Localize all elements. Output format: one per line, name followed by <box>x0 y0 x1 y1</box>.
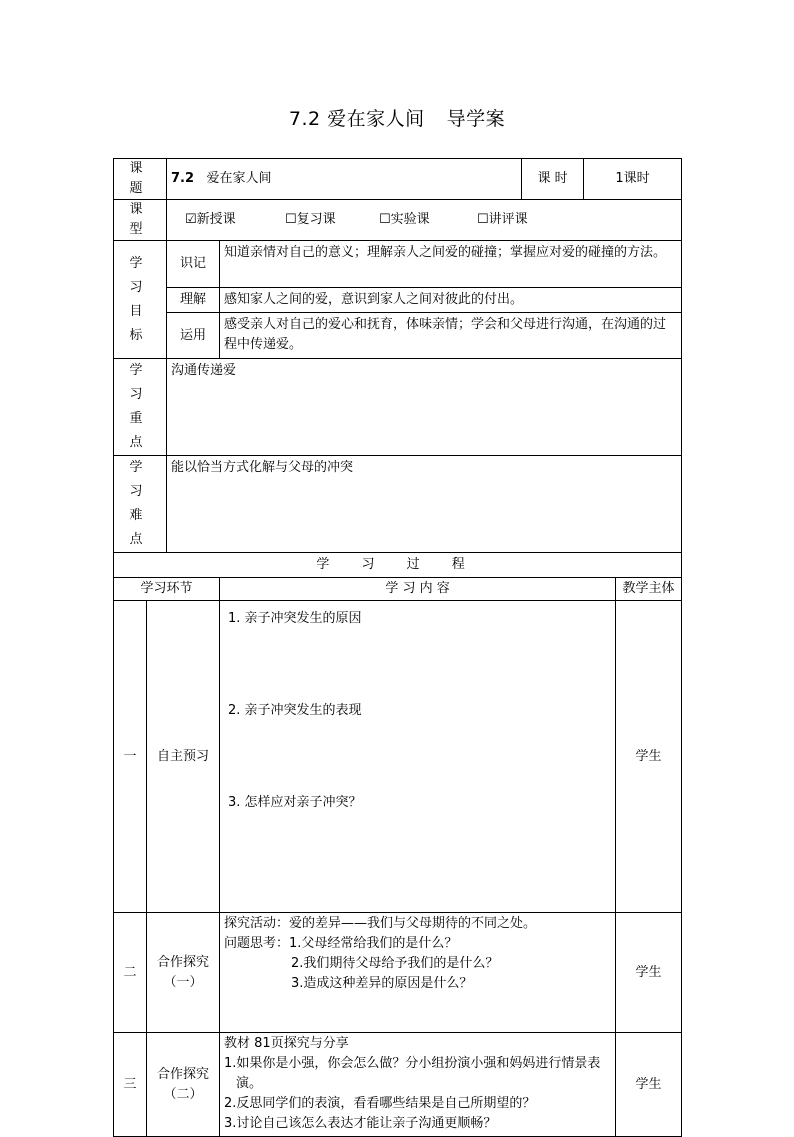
type-option-lab: ☐实验课 <box>379 212 430 227</box>
row-3-line-2: 1.如果你是小强，你会怎么做？分小组扮演小强和妈妈进行情景表演。 <box>224 1056 601 1091</box>
topic-label: 课 题 <box>114 159 167 200</box>
goal-text-3: 感受亲人对自己的爱心和抚育，体味亲情；学会和父母进行沟通，在沟通的过程中传递爱。 <box>220 313 682 359</box>
goal-row-3 <box>114 313 682 359</box>
page-title <box>0 104 794 131</box>
type-row <box>114 200 682 241</box>
row-1-num: 一 <box>114 601 147 913</box>
row-2-line-4: 3.造成这种差异的原因是什么？ <box>291 976 473 991</box>
goal-text-1: 知道亲情对自己的意义；理解亲人之间爱的碰撞；掌握应对爱的碰撞的方法。 <box>220 241 682 288</box>
goals-label: 学 习 目 标 <box>114 241 167 359</box>
row-3-num: 三 <box>114 1033 147 1137</box>
row-2-subject: 学生 <box>616 913 682 1033</box>
process-row-1 <box>114 601 682 913</box>
row-3-line-4: 3.讨论自己该怎么表达才能让亲子沟通更顺畅？ <box>224 1116 497 1131</box>
col-subject-header: 教学主体 <box>616 578 682 601</box>
type-option-comment: ☐讲评课 <box>477 212 528 227</box>
row-2-line-2: 问题思考：1.父母经常给我们的是什么？ <box>224 936 458 951</box>
row-1-content <box>220 601 616 913</box>
row-3-content <box>220 1033 616 1137</box>
title-part1: 7.2 爱在家人间 <box>288 108 425 130</box>
goal-name-3: 运用 <box>167 313 220 359</box>
type-option-new: ☑新授课 <box>185 212 236 227</box>
hours-label: 课 时 <box>522 159 584 200</box>
goal-row-1 <box>114 241 682 288</box>
goal-name-1: 识记 <box>167 241 220 288</box>
col-stage-header: 学习环节 <box>114 578 220 601</box>
key-point-row <box>114 359 682 456</box>
row-2-line-1: 探究活动：爱的差异——我们与父母期待的不同之处。 <box>224 916 537 931</box>
topic-value: 爱在家人间 <box>206 171 272 186</box>
row-1-stage: 自主预习 <box>147 601 220 913</box>
row-1-line-2: 2. 亲子冲突发生的表现 <box>228 703 362 718</box>
title-part2: 导学案 <box>446 108 506 130</box>
row-1-line-1: 1. 亲子冲突发生的原因 <box>228 611 362 626</box>
hours-value: 1课时 <box>584 159 682 200</box>
row-3-subject: 学生 <box>616 1033 682 1137</box>
topic-row <box>114 159 682 200</box>
process-title: 学 习 过 程 <box>114 553 682 578</box>
row-3-line-3: 2.反思同学们的表演，看看哪些结果是自己所期望的？ <box>224 1096 536 1111</box>
row-1-line-3: 3. 怎样应对亲子冲突？ <box>228 795 362 810</box>
type-label: 课 型 <box>114 200 167 241</box>
difficulty-row <box>114 456 682 553</box>
row-1-subject: 学生 <box>616 601 682 913</box>
key-point-text: 沟通传递爱 <box>167 359 682 456</box>
key-point-label: 学 习 重 点 <box>114 359 167 456</box>
process-header-row <box>114 578 682 601</box>
type-options <box>167 200 682 241</box>
row-3-line-1: 教材 81页探究与分享 <box>224 1036 349 1051</box>
lesson-plan-table <box>113 158 682 1137</box>
row-2-content <box>220 913 616 1033</box>
type-option-review: ☐复习课 <box>285 212 336 227</box>
col-content-header: 学 习 内 容 <box>220 578 616 601</box>
difficulty-text: 能以恰当方式化解与父母的冲突 <box>167 456 682 553</box>
goal-text-2: 感知家人之间的爱，意识到家人之间对彼此的付出。 <box>220 288 682 313</box>
goal-name-2: 理解 <box>167 288 220 313</box>
topic-cell <box>167 159 522 200</box>
process-title-row <box>114 553 682 578</box>
topic-num: 7.2 <box>171 171 195 186</box>
difficulty-label: 学 习 难 点 <box>114 456 167 553</box>
row-3-stage: 合作探究（二） <box>147 1033 220 1137</box>
goal-row-2 <box>114 288 682 313</box>
row-2-num: 二 <box>114 913 147 1033</box>
row-2-line-3: 2.我们期待父母给予我们的是什么？ <box>291 956 499 971</box>
process-row-3 <box>114 1033 682 1137</box>
row-2-stage: 合作探究（一） <box>147 913 220 1033</box>
process-row-2 <box>114 913 682 1033</box>
